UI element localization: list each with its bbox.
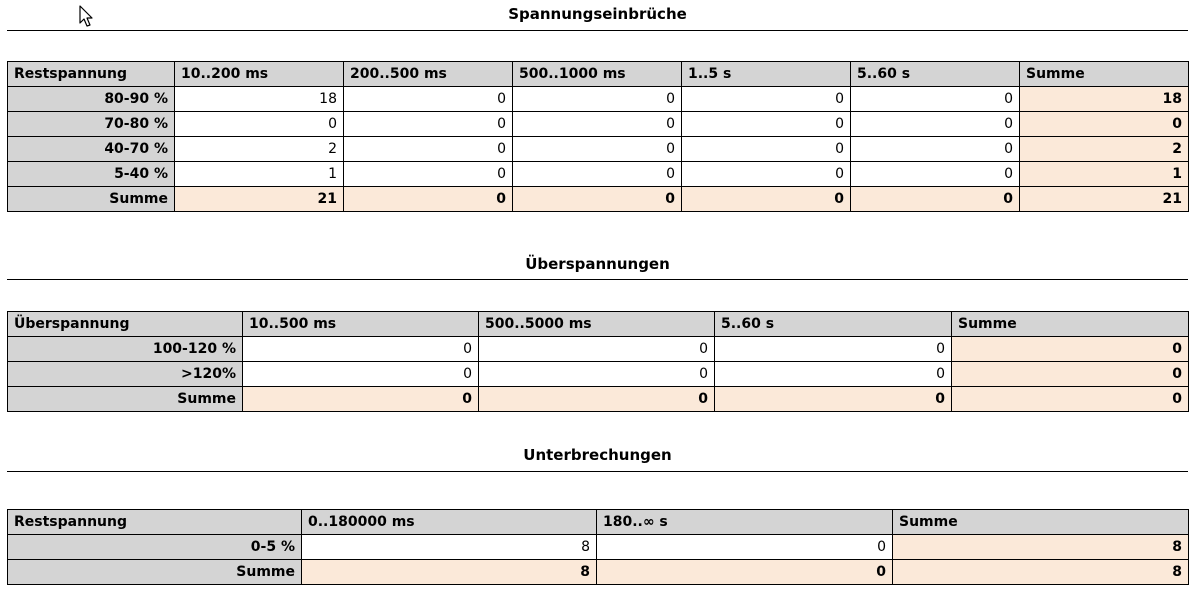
- column-total-cell: 0: [682, 187, 851, 212]
- table-cell: 0: [243, 362, 479, 387]
- column-total-cell: 0: [479, 387, 715, 412]
- table-row: [8, 137, 1189, 162]
- table-cell: 0: [682, 112, 851, 137]
- sum-row: [8, 187, 1189, 212]
- section-divider: [7, 279, 1188, 280]
- table-cell: 0: [479, 337, 715, 362]
- column-total-cell: 21: [175, 187, 344, 212]
- table-cell: 18: [175, 87, 344, 112]
- sum-row-label: Summe: [8, 187, 175, 212]
- sum-row-label: Summe: [8, 387, 243, 412]
- row-total-cell: 2: [1020, 137, 1189, 162]
- sum-row: [8, 387, 1189, 412]
- table-header-row: [8, 312, 1189, 337]
- column-total-cell: 0: [513, 187, 682, 212]
- column-header: Überspannung: [8, 312, 243, 337]
- table-cell: 0: [175, 112, 344, 137]
- table-header-row: [8, 510, 1189, 535]
- column-header: 10..500 ms: [243, 312, 479, 337]
- table-cell: 0: [513, 112, 682, 137]
- grand-total-cell: 0: [952, 387, 1189, 412]
- table-cell: 0: [479, 362, 715, 387]
- column-header: Restspannung: [8, 510, 302, 535]
- table-cell: 0: [597, 535, 893, 560]
- column-header: 200..500 ms: [344, 62, 513, 87]
- row-total-cell: 0: [952, 337, 1189, 362]
- table-cell: 0: [513, 162, 682, 187]
- table-cell: 0: [344, 112, 513, 137]
- section-divider: [7, 30, 1188, 31]
- table-row: [8, 362, 1189, 387]
- table-cell: 0: [344, 87, 513, 112]
- row-total-cell: 0: [1020, 112, 1189, 137]
- table-cell: 8: [302, 535, 597, 560]
- table-cell: 0: [513, 87, 682, 112]
- row-total-cell: 18: [1020, 87, 1189, 112]
- column-header: Restspannung: [8, 62, 175, 87]
- column-total-cell: 0: [715, 387, 952, 412]
- row-label: 70-80 %: [8, 112, 175, 137]
- table-cell: 0: [513, 137, 682, 162]
- column-header: 5..60 s: [715, 312, 952, 337]
- table-cell: 0: [715, 337, 952, 362]
- table-row: [8, 337, 1189, 362]
- table-cell: 0: [682, 162, 851, 187]
- row-label: 40-70 %: [8, 137, 175, 162]
- column-total-cell: 0: [597, 560, 893, 585]
- grand-total-cell: 21: [1020, 187, 1189, 212]
- column-total-cell: 8: [302, 560, 597, 585]
- sum-row: [8, 560, 1189, 585]
- row-label: 0-5 %: [8, 535, 302, 560]
- table-row: [8, 87, 1189, 112]
- section-title-spannungseinbrueche: Spannungseinbrüche: [508, 5, 687, 23]
- row-label: 100-120 %: [8, 337, 243, 362]
- table-row: [8, 162, 1189, 187]
- table-header-row: [8, 62, 1189, 87]
- table-cell: 0: [715, 362, 952, 387]
- column-header: 0..180000 ms: [302, 510, 597, 535]
- voltage-dips-table: [7, 61, 1189, 212]
- table-cell: 0: [851, 162, 1020, 187]
- column-total-cell: 0: [851, 187, 1020, 212]
- interruptions-table: [7, 509, 1189, 585]
- table-row: [8, 535, 1189, 560]
- column-header: 500..5000 ms: [479, 312, 715, 337]
- row-total-cell: 8: [893, 535, 1189, 560]
- table-cell: 0: [243, 337, 479, 362]
- table-cell: 0: [851, 137, 1020, 162]
- table-cell: 0: [682, 87, 851, 112]
- section-title-ueberspannungen: Überspannungen: [525, 255, 670, 273]
- section-divider: [7, 471, 1188, 472]
- row-label: >120%: [8, 362, 243, 387]
- column-header: 500..1000 ms: [513, 62, 682, 87]
- column-header: 1..5 s: [682, 62, 851, 87]
- sum-row-label: Summe: [8, 560, 302, 585]
- row-label: 5-40 %: [8, 162, 175, 187]
- table-cell: 1: [175, 162, 344, 187]
- row-total-cell: 1: [1020, 162, 1189, 187]
- table-cell: 0: [682, 137, 851, 162]
- column-total-cell: 0: [243, 387, 479, 412]
- column-header: Summe: [893, 510, 1189, 535]
- row-label: 80-90 %: [8, 87, 175, 112]
- section-title-unterbrechungen: Unterbrechungen: [523, 446, 672, 464]
- column-header: 180..∞ s: [597, 510, 893, 535]
- column-header: 5..60 s: [851, 62, 1020, 87]
- table-row: [8, 112, 1189, 137]
- column-header: 10..200 ms: [175, 62, 344, 87]
- table-cell: 2: [175, 137, 344, 162]
- column-header: Summe: [952, 312, 1189, 337]
- overvoltage-table: [7, 311, 1189, 412]
- table-cell: 0: [344, 162, 513, 187]
- table-cell: 0: [851, 87, 1020, 112]
- grand-total-cell: 8: [893, 560, 1189, 585]
- table-cell: 0: [344, 137, 513, 162]
- row-total-cell: 0: [952, 362, 1189, 387]
- column-header: Summe: [1020, 62, 1189, 87]
- column-total-cell: 0: [344, 187, 513, 212]
- table-cell: 0: [851, 112, 1020, 137]
